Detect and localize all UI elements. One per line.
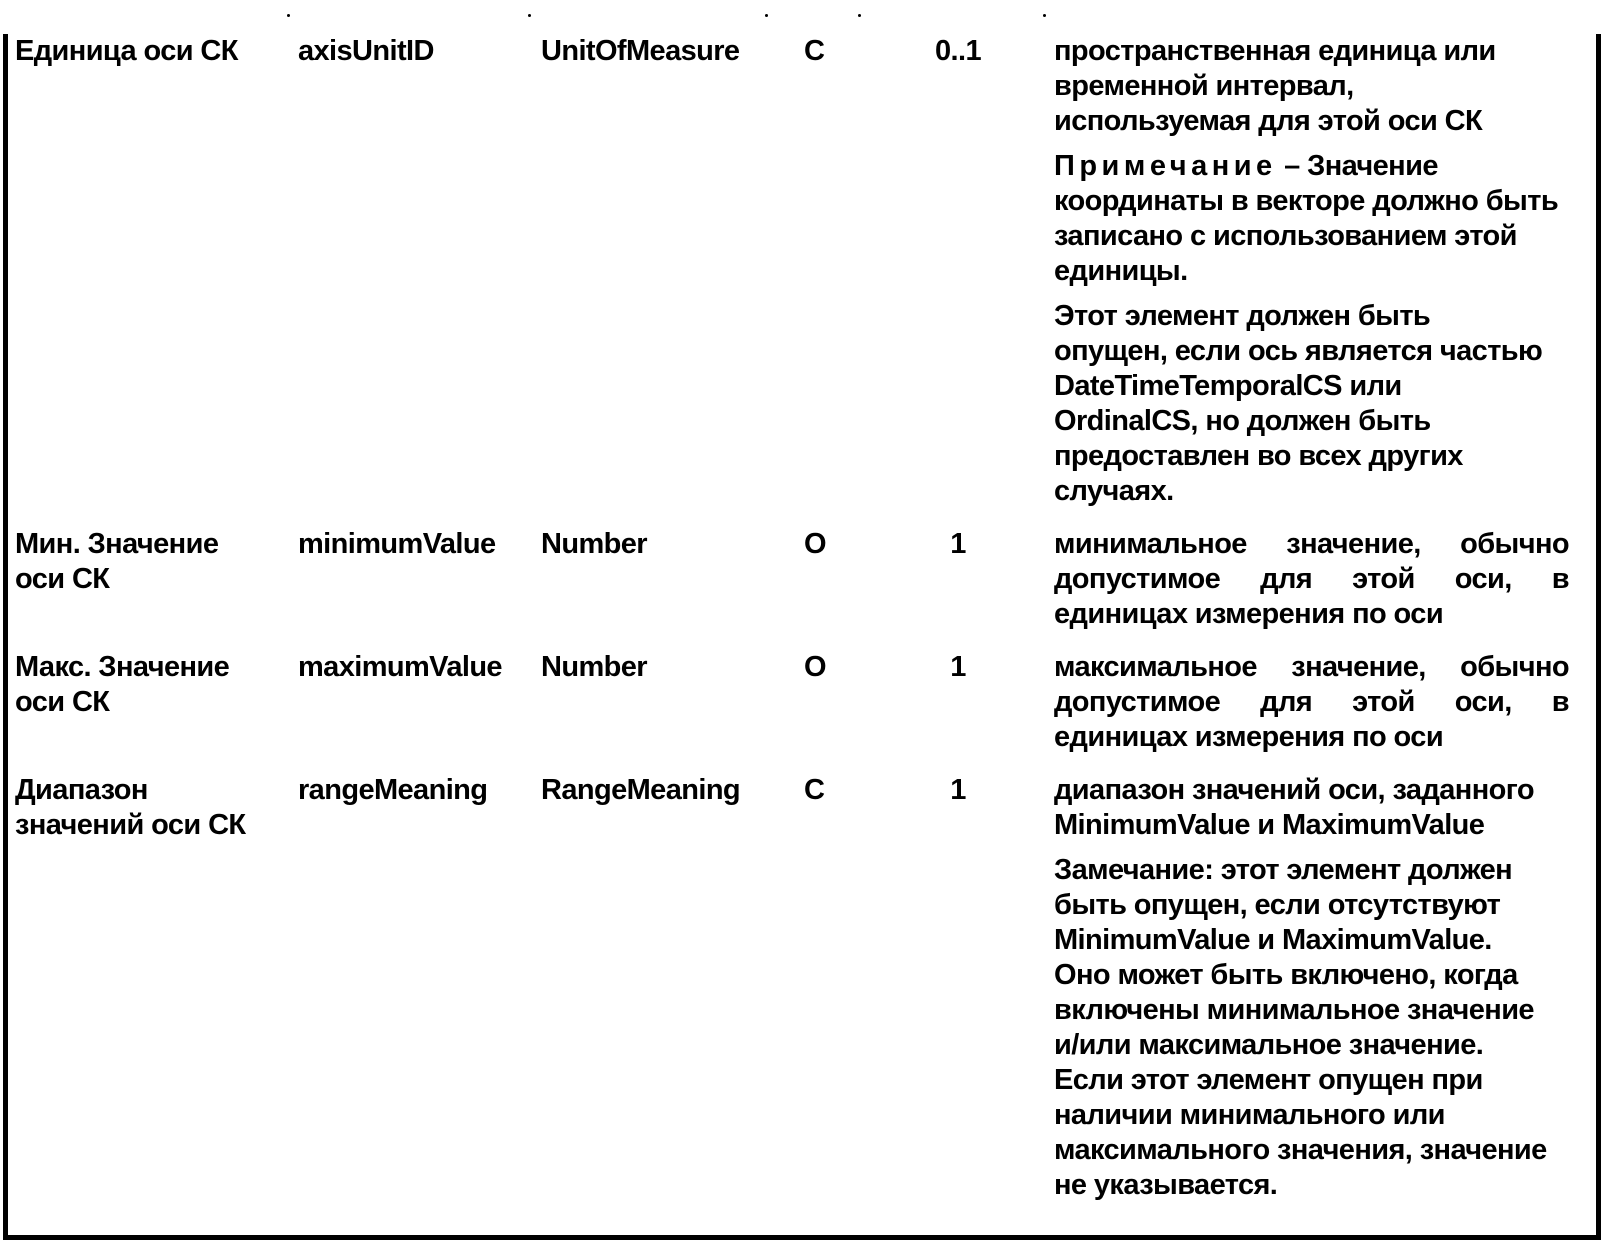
attribute-obligation: O xyxy=(804,528,826,560)
description-line: Замечание: этот элемент должен xyxy=(1054,854,1513,886)
scan-speck xyxy=(858,14,861,17)
attribute-multiplicity: 1 xyxy=(950,528,966,560)
description-line: Оно может быть включено, когда xyxy=(1054,959,1518,991)
attribute-name: значений оси СК xyxy=(15,809,246,841)
attribute-id: axisUnitID xyxy=(298,35,434,67)
description-line: включены минимальное значение xyxy=(1054,994,1534,1026)
description-line: MinimumValue и MaximumValue xyxy=(1054,809,1485,841)
description-word: допустимое xyxy=(1054,686,1221,718)
attribute-multiplicity: 0..1 xyxy=(935,35,981,67)
description-line: случаях. xyxy=(1054,475,1174,507)
attribute-name-cell xyxy=(15,773,246,843)
description-line: записано с использованием этой xyxy=(1054,220,1517,252)
description-word: оси, xyxy=(1454,563,1512,595)
attribute-name: Мин. Значение xyxy=(15,528,219,560)
description-line: и/или максимальное значение. xyxy=(1054,1029,1484,1061)
description-word: для xyxy=(1260,686,1313,718)
description-line: Этот элемент должен быть xyxy=(1054,300,1431,332)
attribute-name-cell xyxy=(15,34,238,69)
attribute-name: Макс. Значение xyxy=(15,651,230,683)
attribute-obligation: C xyxy=(804,35,825,67)
attribute-description xyxy=(1054,527,1569,632)
scan-speck xyxy=(287,14,290,17)
attribute-type: Number xyxy=(541,651,647,683)
attribute-multiplicity: 1 xyxy=(950,651,966,683)
description-word: значение, xyxy=(1286,528,1421,560)
description-line: максимального значения, значение xyxy=(1054,1134,1547,1166)
attribute-description xyxy=(1054,650,1569,755)
description-line: Если этот элемент опущен при xyxy=(1054,1064,1483,1096)
attribute-type: Number xyxy=(541,528,647,560)
description-line xyxy=(1054,685,1569,720)
description-line: предоставлен во всех других xyxy=(1054,440,1463,472)
description-word: в xyxy=(1551,563,1569,595)
description-line: координаты в векторе должно быть xyxy=(1054,185,1559,217)
note-line xyxy=(1054,149,1569,184)
attribute-multiplicity: 1 xyxy=(950,774,966,806)
note-label: Примечание xyxy=(1054,150,1277,182)
attribute-name-cell xyxy=(15,650,229,720)
attribute-name: оси СК xyxy=(15,686,110,718)
description-word: оси, xyxy=(1454,686,1512,718)
description-line: временной интервал, xyxy=(1054,70,1354,102)
attribute-type: UnitOfMeasure xyxy=(541,35,740,67)
description-line: OrdinalCS, но должен быть xyxy=(1054,405,1431,437)
description-word: максимальное xyxy=(1054,651,1257,683)
attribute-type: RangeMeaning xyxy=(541,774,741,806)
description-word: этой xyxy=(1352,686,1415,718)
description-line: используемая для этой оси СК xyxy=(1054,105,1483,137)
description-line: единицах измерения по оси xyxy=(1054,721,1444,753)
attribute-id: rangeMeaning xyxy=(298,774,488,806)
description-line: DateTimeTemporalCS или xyxy=(1054,370,1402,402)
description-word: значение, xyxy=(1291,651,1426,683)
description-line: опущен, если ось является частью xyxy=(1054,335,1543,367)
description-line xyxy=(1054,650,1569,685)
attribute-id: minimumValue xyxy=(298,528,496,560)
description-word: для xyxy=(1260,563,1313,595)
scan-speck xyxy=(765,14,768,17)
description-line xyxy=(1054,562,1569,597)
attribute-obligation: O xyxy=(804,651,826,683)
attribute-name-cell xyxy=(15,527,218,597)
description-line: диапазон значений оси, заданного xyxy=(1054,774,1534,806)
description-word: обычно xyxy=(1460,528,1569,560)
note-dash-text: – Значение xyxy=(1276,150,1438,182)
attribute-table xyxy=(3,34,1601,1240)
description-word: в xyxy=(1551,686,1569,718)
description-word: обычно xyxy=(1460,651,1569,683)
scan-speck xyxy=(528,14,531,17)
description-line xyxy=(1054,527,1569,562)
description-word: минимальное xyxy=(1054,528,1247,560)
description-line: единицы. xyxy=(1054,255,1188,287)
description-word: допустимое xyxy=(1054,563,1221,595)
attribute-description xyxy=(1054,34,1569,509)
scan-speck xyxy=(1043,14,1046,17)
attribute-name: Единица оси СК xyxy=(15,35,238,67)
attribute-name: оси СК xyxy=(15,563,110,595)
attribute-obligation: C xyxy=(804,774,825,806)
description-word: этой xyxy=(1352,563,1415,595)
description-line: единицах измерения по оси xyxy=(1054,598,1444,630)
description-line: быть опущен, если отсутствуют xyxy=(1054,889,1501,921)
attribute-description xyxy=(1054,773,1569,1203)
description-line: наличии минимального или xyxy=(1054,1099,1445,1131)
description-line: не указывается. xyxy=(1054,1169,1278,1201)
description-line: MinimumValue и MaximumValue. xyxy=(1054,924,1492,956)
attribute-name: Диапазон xyxy=(15,774,148,806)
attribute-id: maximumValue xyxy=(298,651,502,683)
description-line: пространственная единица или xyxy=(1054,35,1496,67)
